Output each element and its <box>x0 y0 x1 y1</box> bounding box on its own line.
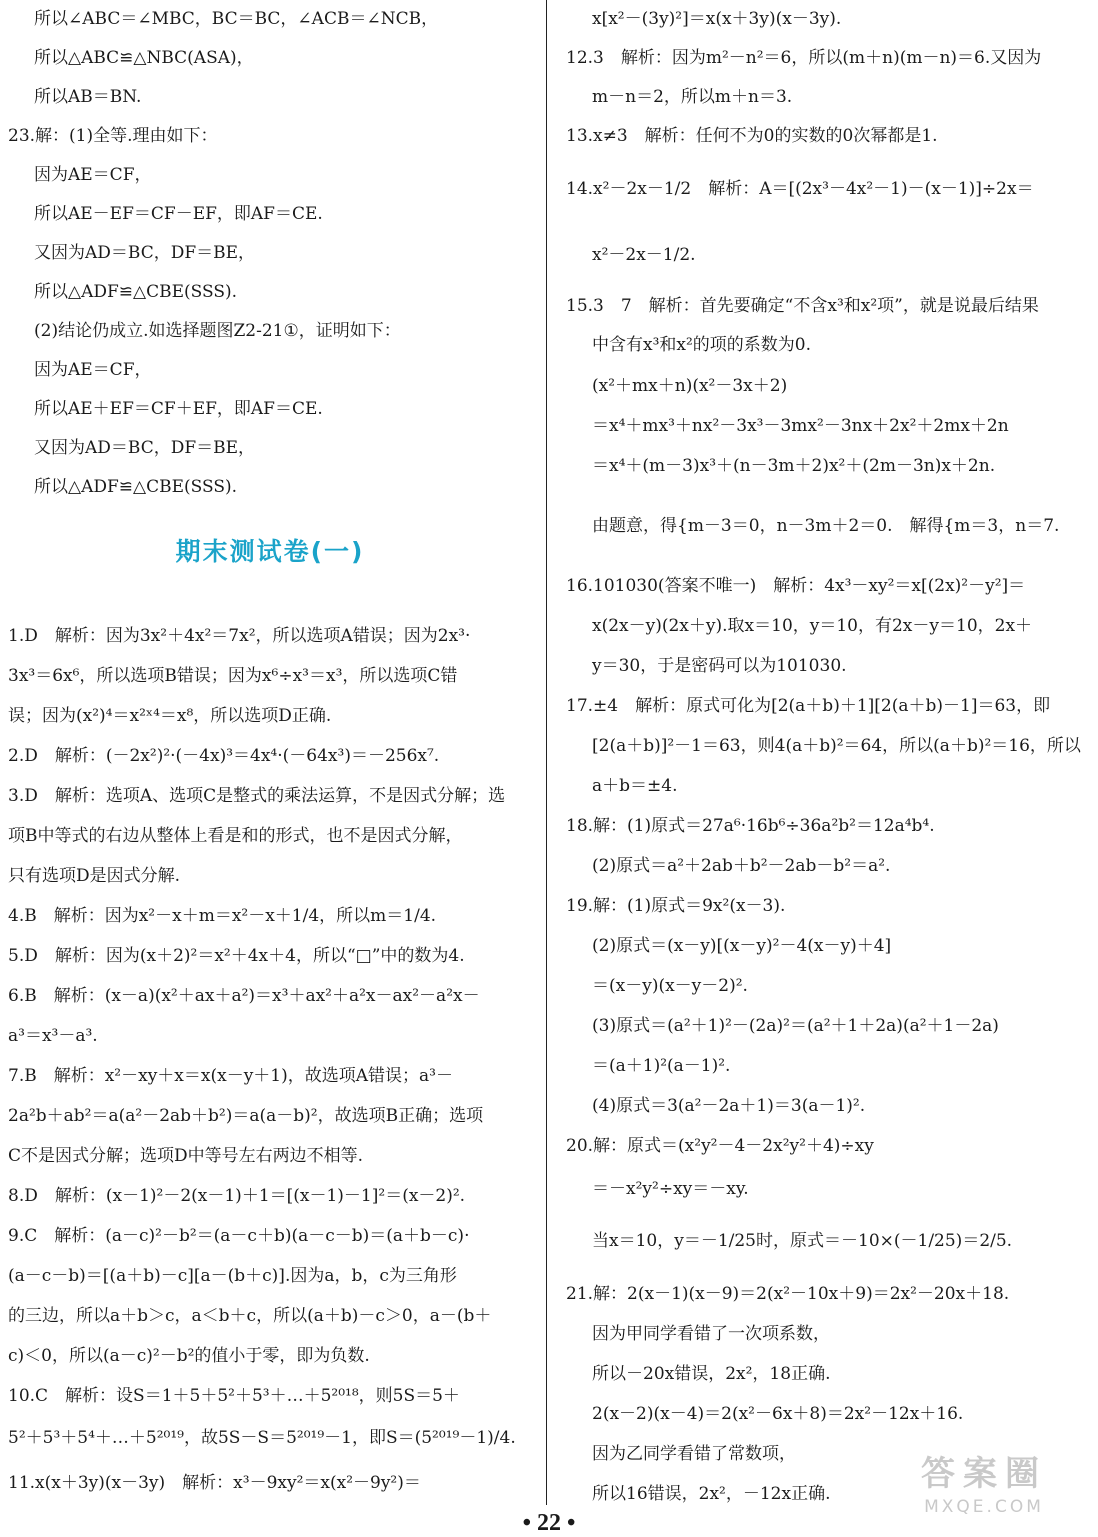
page-number: • 22 • <box>522 1510 576 1536</box>
text-line: 2(x－2)(x－4)＝2(x²－6x＋8)＝2x²－12x＋16. <box>592 1404 964 1424</box>
answer-line: 18.解：(1)原式＝27a⁶·16b⁶÷36a²b²＝12a⁴b⁴. <box>566 816 935 836</box>
answer-line: 16.101030(答案不唯一) 解析：4x³－xy²＝x[(2x)²－y²]＝ <box>566 576 1026 596</box>
answer-line: 4.B 解析：因为x²－x＋m＝x²－x＋1/4，所以m＝1/4. <box>8 906 437 926</box>
text-line: (2)原式＝a²＋2ab＋b²－2ab－b²＝a². <box>592 856 891 876</box>
text-line: 因为AE＝CF， <box>34 165 152 185</box>
watermark-text: 答案圈 <box>921 1454 1047 1494</box>
text-line: y＝30，于是密码可以为101030. <box>592 656 847 676</box>
answer-line: 19.解：(1)原式＝9x²(x－3). <box>566 896 786 916</box>
text-line: x(2x－y)(2x＋y).取x＝10，y＝10，有2x－y＝10，2x＋ <box>592 616 1033 636</box>
text-line: 中含有x³和x²的项的系数为0. <box>592 335 812 355</box>
answer-line: (a－c－b)＝[(a＋b)－c][a－(b＋c)].因为a，b，c为三角形 <box>8 1266 457 1286</box>
answer-line: 3.D 解析：选项A、选项C是整式的乘法运算，不是因式分解；选 <box>8 786 506 806</box>
answer-line: c)＜0，所以(a－c)²－b²的值小于零，即为负数. <box>8 1346 370 1366</box>
text-line: ＝(x－y)(x－y－2)². <box>592 976 748 996</box>
question-23: 23.解：(1)全等.理由如下： <box>8 126 218 146</box>
answer-line: 14.x²－2x－1/2 解析：A＝[(2x³－4x²－1)－(x－1)]÷2x＝ <box>566 179 1034 199</box>
text-line: 所以△ADF≌△CBE(SSS). <box>34 477 238 497</box>
text-line: (2)原式＝(x－y)[(x－y)²－4(x－y)＋4] <box>592 936 892 956</box>
answer-line: 项B中等式的右边从整体上看是和的形式，也不是因式分解， <box>8 826 463 846</box>
text-line: (3)原式＝(a²＋1)²－(2a)²＝(a²＋1＋2a)(a²＋1－2a) <box>592 1016 999 1036</box>
answer-line: 6.B 解析：(x－a)(x²＋ax＋a²)＝x³＋ax²＋a²x－ax²－a²x－ <box>8 986 480 1006</box>
text-line: a＋b＝±4. <box>592 776 678 796</box>
answer-line: 5²＋5³＋5⁴＋…＋5²⁰¹⁹，故5S－S＝5²⁰¹⁹－1，即S＝(5²⁰¹⁹－1)/4. <box>8 1428 516 1448</box>
section-title: 期末测试卷(一) <box>175 537 365 566</box>
answer-line: 13.x≠3 解析：任何不为0的实数的0次幂都是1. <box>566 126 938 146</box>
answer-line: 1.D 解析：因为3x²＋4x²＝7x²，所以选项A错误；因为2x³· <box>8 626 471 646</box>
text-line: 所以∠ABC＝∠MBC，BC＝BC，∠ACB＝∠NCB， <box>34 9 439 29</box>
text-line: 所以△ABC≌△NBC(ASA)， <box>34 48 254 68</box>
text-line: x²－2x－1/2. <box>592 245 696 265</box>
answer-line: 11.x(x＋3y)(x－3y) 解析：x³－9xy²＝x(x²－9y²)＝ <box>8 1473 421 1493</box>
equation-system: 由题意，得{m－3＝0，n－3m＋2＝0. 解得{m＝3，n＝7. <box>592 516 1060 536</box>
answer-line: 7.B 解析：x²－xy＋x＝x(x－y＋1)，故选项A错误；a³－ <box>8 1066 453 1086</box>
text-line: 所以16错误，2x²，－12x正确. <box>592 1484 831 1504</box>
text-line: 因为乙同学看错了常数项， <box>592 1444 796 1464</box>
answer-line: C不是因式分解；选项D中等号左右两边不相等. <box>8 1146 364 1166</box>
answer-line: a³＝x³－a³. <box>8 1026 98 1046</box>
answer-line: 2.D 解析：(－2x²)²·(－4x)³＝4x⁴·(－64x³)＝－256x⁷. <box>8 746 440 766</box>
text-line: ＝x⁴＋(m－3)x³＋(n－3m＋2)x²＋(2m－3n)x＋2n. <box>592 456 996 476</box>
answer-line: 3x³＝6x⁶，所以选项B错误；因为x⁶÷x³＝x³，所以选项C错 <box>8 666 458 686</box>
column-divider <box>546 0 547 1505</box>
text-line: ＝x⁴＋mx³＋nx²－3x³－3mx²－3nx＋2x²＋2mx＋2n <box>592 416 1009 436</box>
text-line: 所以AB＝BN. <box>34 87 142 107</box>
text-line: 所以AE＋EF＝CF＋EF，即AF＝CE. <box>34 399 323 419</box>
right-column <box>552 0 1098 1504</box>
text-line: [2(a＋b)]²－1＝63，则4(a＋b)²＝64，所以(a＋b)²＝16，所以 <box>592 736 1081 756</box>
text-line: (2)结论仍成立.如选择题图Z2-21①，证明如下： <box>34 321 401 341</box>
answer-line: 5.D 解析：因为(x＋2)²＝x²＋4x＋4，所以“□”中的数为4. <box>8 946 465 966</box>
answer-line: 17.±4 解析：原式可化为[2(a＋b)＋1][2(a＋b)－1]＝63，即 <box>566 696 1051 716</box>
answer-line: 9.C 解析：(a－c)²－b²＝(a－c＋b)(a－c－b)＝(a＋b－c)· <box>8 1226 470 1246</box>
text-line: (x²＋mx＋n)(x²－3x＋2) <box>592 376 788 396</box>
text-line: x[x²－(3y)²]＝x(x＋3y)(x－3y). <box>592 9 842 29</box>
text-line: ＝－x²y²÷xy＝－xy. <box>592 1179 749 1199</box>
left-column <box>0 0 544 1493</box>
text-line: ＝(a＋1)²(a－1)². <box>592 1056 731 1076</box>
answer-line: 的三边，所以a＋b＞c，a＜b＋c，所以(a＋b)－c＞0，a－(b＋ <box>8 1306 492 1326</box>
text-line: m－n＝2，所以m＋n＝3. <box>592 87 793 107</box>
answer-line: 误；因为(x²)⁴＝x²ˣ⁴＝x⁸，所以选项D正确. <box>8 706 332 726</box>
answer-line: 只有选项D是因式分解. <box>8 866 181 886</box>
answer-line: 8.D 解析：(x－1)²－2(x－1)＋1＝[(x－1)－1]²＝(x－2)². <box>8 1186 466 1206</box>
text-line: 因为AE＝CF， <box>34 360 152 380</box>
text-line: 当x＝10，y＝－1/25时，原式＝－10×(－1/25)＝2/5. <box>592 1231 1013 1251</box>
text-line: 因为甲同学看错了一次项系数， <box>592 1324 830 1344</box>
text-line: 所以AE－EF＝CF－EF，即AF＝CE. <box>34 204 323 224</box>
answer-line: 21.解：2(x－1)(x－9)＝2(x²－10x＋9)＝2x²－20x＋18. <box>566 1284 1010 1304</box>
answer-line: 15.3 7 解析：首先要确定“不含x³和x²项”，就是说最后结果 <box>566 296 1039 316</box>
text-line: (4)原式＝3(a²－2a＋1)＝3(a－1)². <box>592 1096 866 1116</box>
text-line: 所以△ADF≌△CBE(SSS). <box>34 282 238 302</box>
text-line: 所以－20x错误，2x²，18正确. <box>592 1364 831 1384</box>
watermark-url: MXQE.COM <box>924 1497 1044 1517</box>
answer-line: 20.解：原式＝(x²y²－4－2x²y²＋4)÷xy <box>566 1136 874 1156</box>
text-line: 又因为AD＝BC，DF＝BE， <box>34 243 256 263</box>
answer-line: 10.C 解析：设S＝1＋5＋5²＋5³＋…＋5²⁰¹⁸，则5S＝5＋ <box>8 1386 460 1406</box>
answer-line: 2a²b＋ab²＝a(a²－2ab＋b²)＝a(a－b)²，故选项B正确；选项 <box>8 1106 484 1126</box>
text-line: 又因为AD＝BC，DF＝BE， <box>34 438 256 458</box>
answer-line: 12.3 解析：因为m²－n²＝6，所以(m＋n)(m－n)＝6.又因为 <box>566 48 1042 68</box>
